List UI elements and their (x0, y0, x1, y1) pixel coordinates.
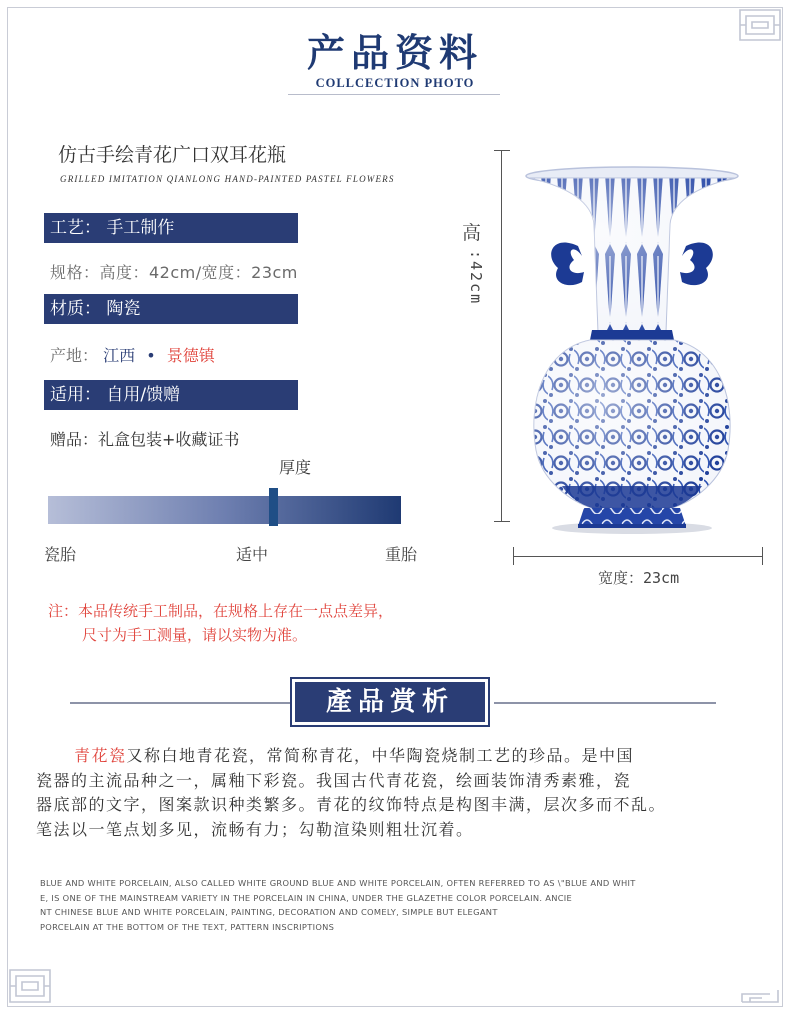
description-line-2: 瓷器的主流品种之一，属釉下彩瓷。我国古代青花瓷，绘画装饰清秀素雅，瓷 (36, 770, 632, 790)
description-line-3: 器底部的文字，图案款识种类繁多。青花的纹饰特点是构图丰满，层次多而不乱。 (36, 795, 667, 814)
thickness-marker (269, 488, 278, 526)
description-paragraph (36, 744, 776, 842)
width-dimension-line (513, 556, 763, 557)
width-value: 宽度：23cm (598, 569, 680, 587)
page-subtitle: COLLCECTION PHOTO (315, 76, 475, 90)
spec-origin (50, 343, 215, 366)
note-line-2: 尺寸为手工测量，请以实物为准。 (82, 626, 308, 644)
spec-size: 规格：高度：42cm/宽度：23cm (50, 263, 298, 282)
section-title-box (290, 677, 490, 727)
origin-city: 江西 (103, 346, 136, 365)
product-name-english: GRILLED IMITATION QIANLONG HAND-PAINTED PASTEL FLOWERS (60, 174, 395, 184)
english-line-4: PORCELAIN AT THE BOTTOM OF THE TEXT, PATTERN INSCRIPTIONS (40, 922, 335, 933)
english-line-2: E, IS ONE OF THE MAINSTREAM VARIETY IN THE PORCELAIN IN CHINA, UNDER THE GLAZETHE COLOR PORCELAIN. ANCIE (40, 892, 573, 903)
header-divider (288, 94, 500, 95)
width-dimension-cap-right (762, 547, 763, 565)
description-line-1-rest: 又称白地青花瓷，常简称青花，中华陶瓷烧制工艺的珍品。是中国 (126, 746, 635, 765)
spec-craft-bar: 工艺： 手工制作 (44, 213, 298, 243)
section-title: 產品赏析 (295, 682, 485, 722)
section-divider-right (494, 702, 716, 704)
english-line-3: NT CHINESE BLUE AND WHITE PORCELAIN, PAINTING, DECORATION AND COMELY, SIMPLE BUT ELEGANT (40, 907, 498, 918)
origin-label: 产地： (50, 346, 99, 365)
height-label: 高 (462, 222, 482, 244)
thickness-gradient-bar (48, 496, 401, 524)
english-line-1: BLUE AND WHITE PORCELAIN, ALSO CALLED WHITE GROUND BLUE AND WHITE PORCELAIN, OFTEN REFERRED TO AS \"BLUE AND WHIT (40, 878, 636, 888)
thickness-label: 厚度 (279, 458, 312, 477)
spec-usage-bar: 适用： 自用/馈赠 (44, 380, 298, 410)
thickness-scale-medium: 适中 (236, 545, 269, 564)
thickness-scale-heavy: 重胎 (385, 545, 418, 564)
note-line-1: 注：本品传统手工制品，在规格上存在一点点差异， (48, 602, 394, 620)
description-line-4: 笔法以一笔点划多见，流畅有力；勾勒渲染则粗壮沉着。 (36, 819, 474, 839)
product-name: 仿古手绘青花广口双耳花瓶 (58, 144, 287, 166)
page-title: 产品资料 (306, 30, 483, 75)
corner-fret-ornament (8, 968, 52, 1004)
origin-separator: • (146, 346, 156, 365)
height-dimension-cap-top (494, 150, 510, 151)
height-dimension-line (501, 150, 502, 522)
height-dimension-cap-bottom (494, 521, 510, 522)
section-divider-left (70, 702, 292, 704)
description-highlight: 青花瓷 (74, 746, 127, 765)
width-dimension-cap-left (513, 547, 514, 565)
thickness-scale-thin: 瓷胎 (44, 545, 77, 564)
english-description (40, 876, 636, 935)
origin-town: 景德镇 (166, 346, 215, 365)
spec-gift: 赠品：礼盒包装+收藏证书 (50, 430, 240, 449)
spec-material-bar: 材质： 陶瓷 (44, 294, 298, 324)
height-value: :42cm (467, 250, 485, 306)
description-line-1 (36, 744, 776, 769)
corner-fret-ornament (740, 988, 780, 1004)
vase-image (522, 164, 742, 536)
